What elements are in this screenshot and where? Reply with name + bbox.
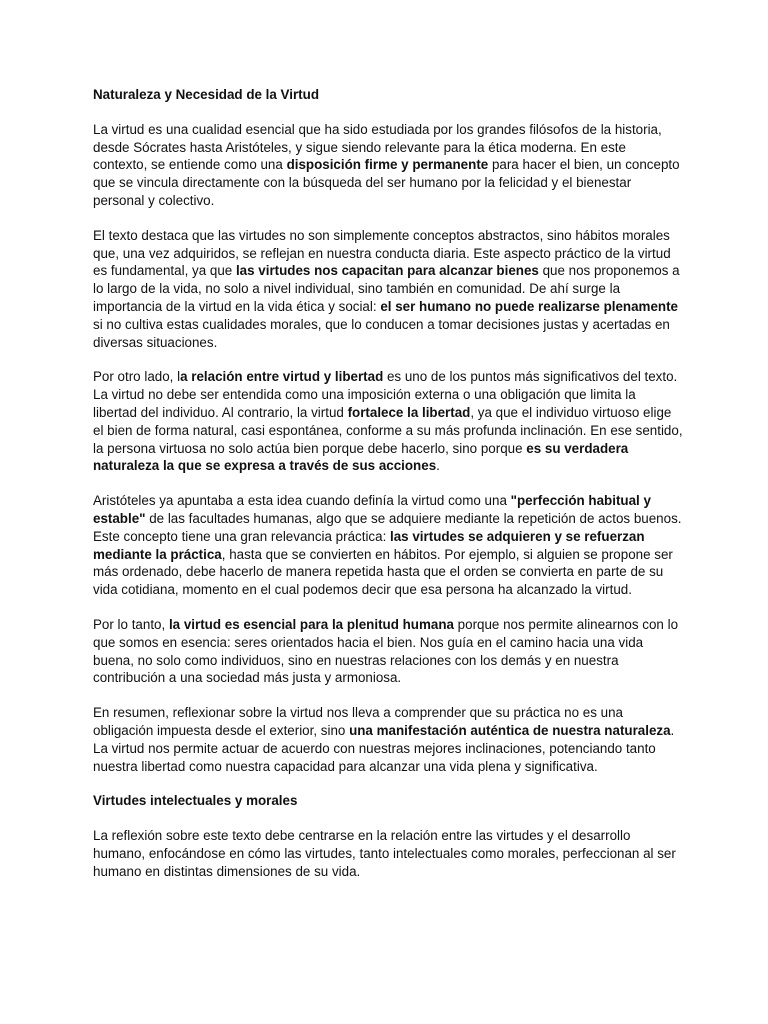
text-run: es uno de los puntos más significativos del texto. La virtud no debe ser entendida como una imposición externa o una obligación que limita la libertad del individuo. Al contrario, la virtud <box>93 369 678 420</box>
text-run: , ya que el individuo virtuoso elige el bien de forma natural, casi espontánea, conforme a su más profunda inclinación. En ese sentido, la persona virtuosa no solo actúa bien porque debe hacerlo, sino porque <box>93 404 683 456</box>
bold-text-run: a relación entre virtud y libertad <box>180 369 384 385</box>
text-run: si no cultiva estas cualidades morales, que lo conducen a tomar decisiones justas y acertadas en diversas situaciones. <box>93 316 670 350</box>
paragraph <box>93 616 683 687</box>
bold-text-run: disposición firme y permanente <box>286 157 489 173</box>
bold-text-run: "perfección habitual y estable" <box>93 493 651 526</box>
text-run: El texto destaca que las virtudes no son simplemente conceptos abstractos, sino hábitos morales que, una vez adquiridos, se reflejan en nuestra conducta diaria. Este aspecto práctico de la virtud es fundamental, ya que <box>93 227 671 279</box>
bold-text-run: es su verdadera naturaleza la que se expresa a través de sus acciones <box>93 440 629 474</box>
paragraph <box>93 227 683 352</box>
paragraph: La reflexión sobre este texto debe centrarse en la relación entre las virtudes y el desarrollo humano, enfocándose en cómo las virtudes, tanto intelectuales como morales, perfeccionan al ser humano en distintas dimensiones de su vida. <box>93 828 676 879</box>
paragraph <box>93 704 683 775</box>
section-heading: Virtudes intelectuales y morales <box>93 793 298 809</box>
bold-text-run: las virtudes se adquieren y se refuerzan mediante la práctica <box>93 528 645 562</box>
bold-text-run: el ser humano no puede realizarse plenamente <box>380 298 678 314</box>
document-title: Naturaleza y Necesidad de la Virtud <box>93 87 319 102</box>
bold-text-run: una manifestación auténtica de nuestra naturaleza <box>349 722 671 738</box>
text-run: que nos proponemos a lo largo de la vida, no solo a nivel individual, sino también en comunidad. De ahí surge la importancia de la virtud en la vida ética y social: <box>93 263 680 314</box>
text-run: Por otro lado, l <box>93 369 181 385</box>
document-page <box>93 86 683 897</box>
text-run: de las facultades humanas, algo que se adquiere mediante la repetición de actos buenos. Este concepto tiene una gran relevancia práctica: <box>93 510 682 544</box>
text-run: Por lo tanto, <box>93 616 169 632</box>
text-run: porque nos permite alinearnos con lo que somos en esencia: seres orientados hacia el bien. Nos guía en el camino hacia una vida buena, no solo como individuos, sino en nuestras relaciones con los demás y en nuestra contribución a una sociedad más justa y armoniosa. <box>93 616 679 686</box>
paragraph <box>93 368 683 475</box>
paragraph <box>93 121 683 210</box>
text-run: En resumen, reflexionar sobre la virtud nos lleva a comprender que su práctica no es una obligación impuesta desde el exterior, sino <box>93 705 623 738</box>
text-run: La virtud es una cualidad esencial que ha sido estudiada por los grandes filósofos de la historia, desde Sócrates hasta Aristóteles, y sigue siendo relevante para la ética moderna. En este contexto, se entiende como una <box>93 121 662 173</box>
text-run: . <box>436 458 440 474</box>
text-run: Aristóteles ya apuntaba a esta idea cuando definía la virtud como una <box>93 493 511 509</box>
bold-text-run: la virtud es esencial para la plenitud humana <box>168 616 454 632</box>
text-run: . La virtud nos permite actuar de acuerdo con nuestras mejores inclinaciones, potenciando tanto nuestra libertad como nuestra capacidad para alcanzar una vida plena y significativa. <box>93 722 675 774</box>
bold-text-run: las virtudes nos capacitan para alcanzar bienes <box>235 263 539 279</box>
text-run: para hacer el bien, un concepto que se vincula directamente con la búsqueda del ser humano por la felicidad y el bienestar personal y colectivo. <box>93 157 680 208</box>
paragraph <box>93 492 683 599</box>
text-run: , hasta que se convierten en hábitos. Por ejemplo, si alguien se propone ser más ordenado, debe hacerlo de manera repetida hasta que el orden se convierta en parte de su vida cotidiana, momento en el cual podemos decir que esa persona ha alcanzado la virtud. <box>93 546 673 598</box>
bold-text-run: fortalece la libertad <box>347 404 471 420</box>
